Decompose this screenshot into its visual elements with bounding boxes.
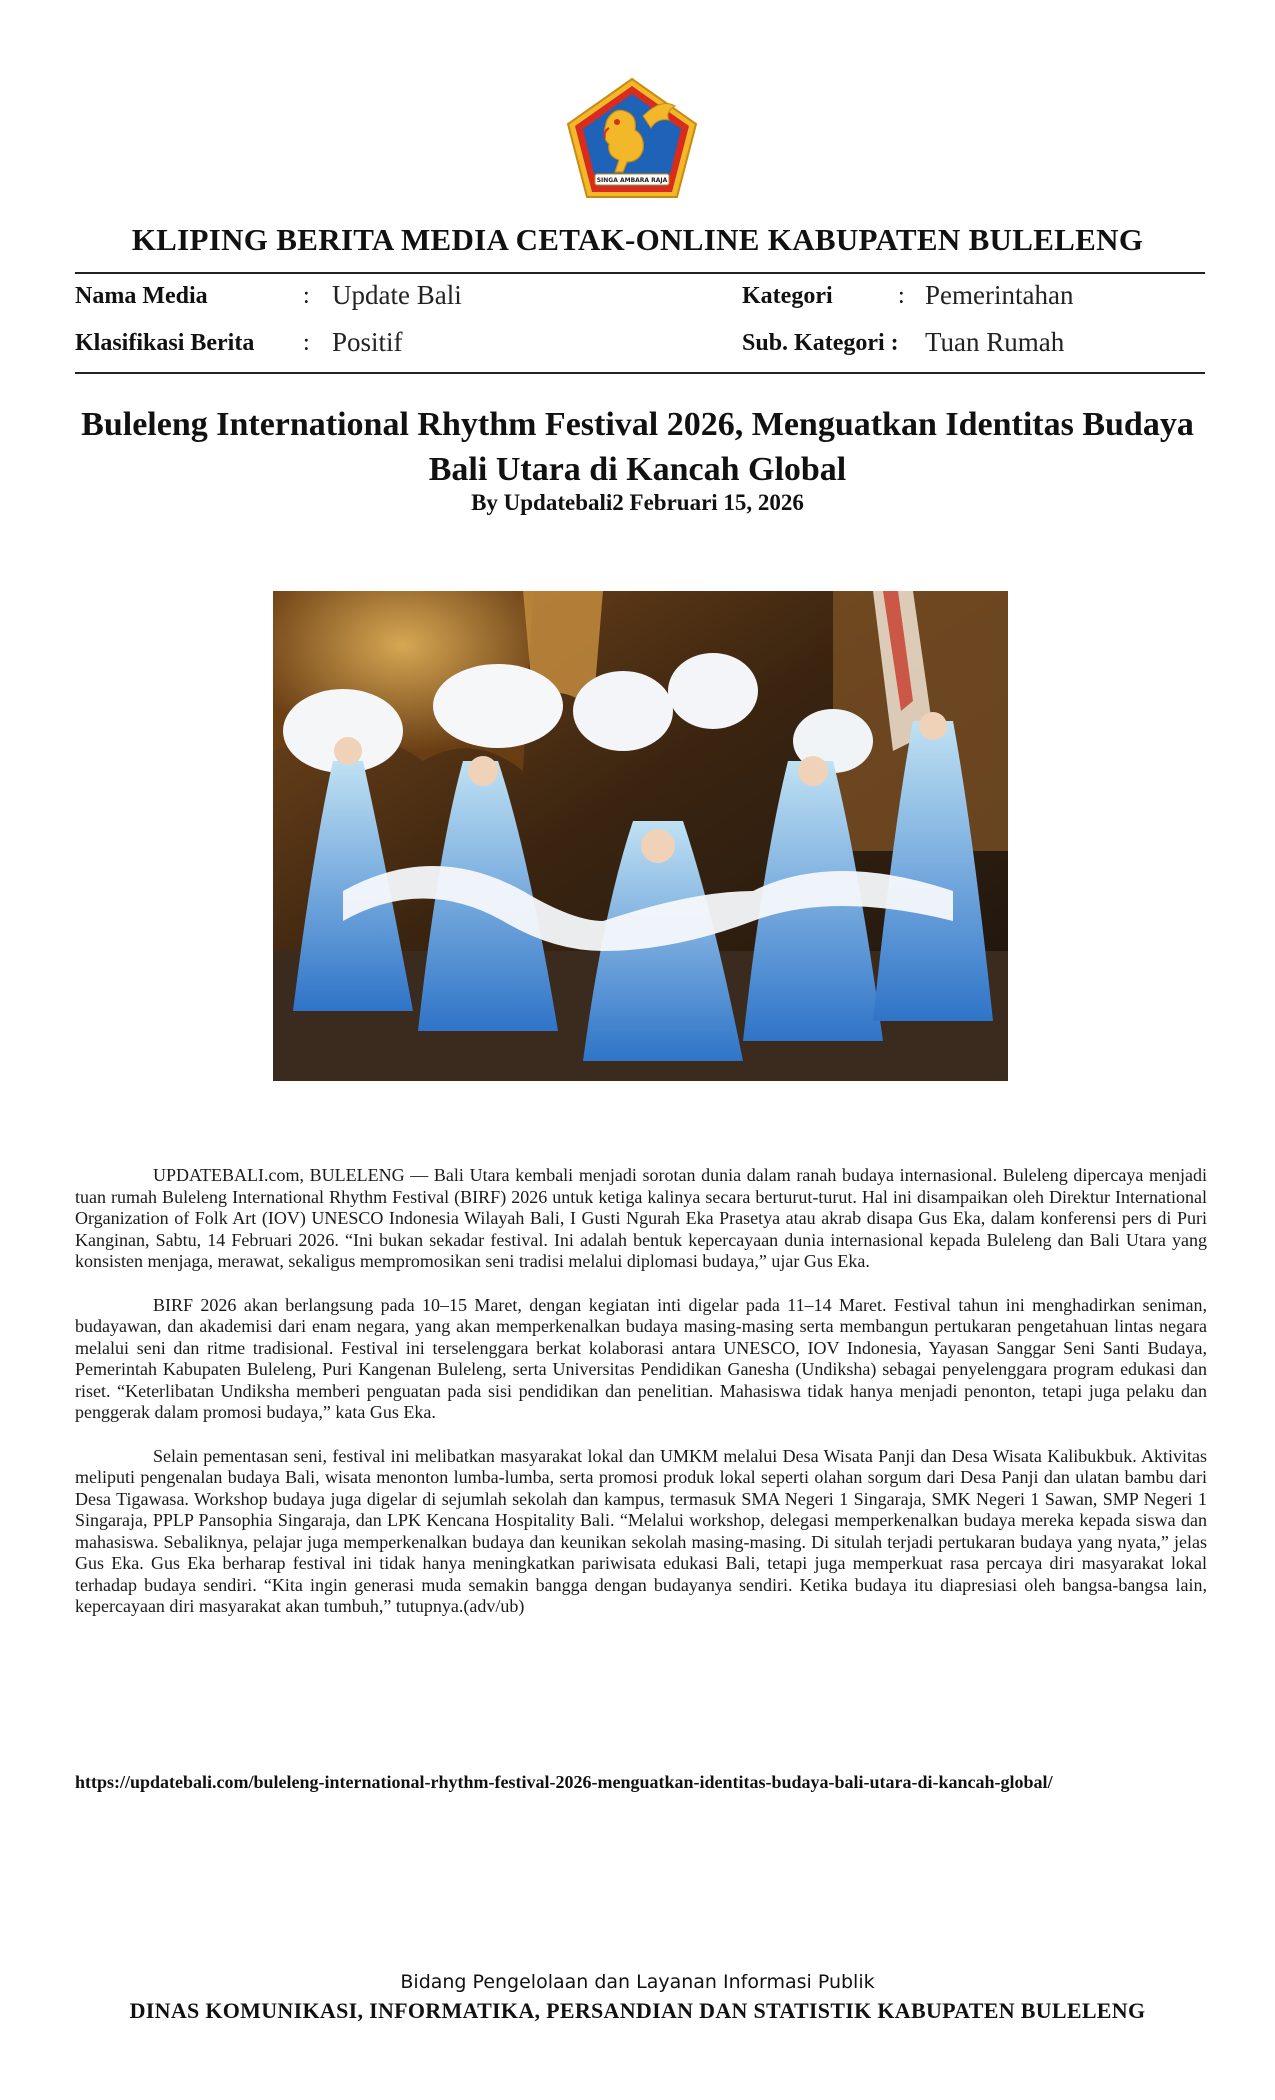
nama-media-value: Update Bali xyxy=(332,280,462,310)
klasifikasi-label: Klasifikasi Berita xyxy=(75,330,255,356)
sub-kategori-value: Tuan Rumah xyxy=(925,327,1065,357)
nama-media-colon: : xyxy=(303,283,310,309)
header-divider-top xyxy=(75,272,1205,274)
nama-media-label: Nama Media xyxy=(75,283,208,309)
klasifikasi-colon: : xyxy=(303,330,310,356)
article-photo xyxy=(273,591,1008,1081)
article-paragraph: UPDATEBALI.com, BULELENG — Bali Utara kembali menjadi sorotan dunia dalam ranah budaya internasional. Buleleng dipercaya menjadi tuan rumah Buleleng International Rhythm Festival (BIRF) 2026 untuk ketiga kalinya secara berturut-turut. Hal ini disampaikan oleh Direktur International Organization of Folk Art (IOV) UNESCO Indonesia Wilayah Bali, I Gusti Ngurah Eka Prasetya atau akrab disapa Gus Eka, dalam konferensi pers di Puri Kanginan, Sabtu, 14 Februari 2026. “Ini bukan sekadar festival. Ini adalah bentuk kepercayaan dunia internasional kepada Buleleng dan Bali Utara yang konsisten menjaga, merawat, sekaligus mempromosikan seni tradisi melalui diplomasi budaya,” ujar Gus Eka. xyxy=(75,1165,1207,1271)
kategori-value: Pemerintahan xyxy=(925,280,1074,310)
logo-banner-text: SINGA AMBARA RAJA xyxy=(596,177,668,184)
klasifikasi-value: Positif xyxy=(332,327,403,357)
source-link[interactable]: https://updatebali.com/buleleng-international-rhythm-festival-2026-menguatkan-identitas-budaya-bali-utara-di-kancah-global/ xyxy=(75,1772,1053,1792)
article-body xyxy=(75,1165,1207,1640)
kategori-label: Kategori xyxy=(742,283,833,309)
sub-kategori-label: Sub. Kategori : xyxy=(742,330,899,356)
article-paragraph: BIRF 2026 akan berlangsung pada 10–15 Maret, dengan kegiatan inti digelar pada 11–14 Maret. Festival tahun ini menghadirkan seniman, budayawan, dan akademisi dari enam negara, yang akan memperkenalkan budaya masing-masing serta membangun pertukaran pengetahuan lintas negara melalui seni dan ritme tradisional. Festival ini terselenggara berkat kolaborasi antara UNESCO, IOV Indonesia, Yayasan Sanggar Seni Santi Budaya, Pemerintah Kabupaten Buleleng, Puri Kangenan Buleleng, serta Universitas Pendidikan Ganesha (Undiksha) sebagai penyelenggara program edukasi dan riset. “Keterlibatan Undiksha memberi penguatan pada sisi pendidikan dan penelitian. Mahasiswa tidak hanya menjadi penonton, tetapi juga pelaku dan penggerak dalam promosi budaya,” kata Gus Eka. xyxy=(75,1294,1207,1422)
fan-dancers-illustration xyxy=(273,591,1008,1081)
header-divider-bottom xyxy=(75,372,1205,374)
lion-emblem-icon xyxy=(565,76,699,200)
article-paragraph: Selain pementasan seni, festival ini melibatkan masyarakat lokal dan UMKM melalui Desa Wisata Panji dan Desa Wisata Kalibukbuk. Aktivitas meliputi pengenalan budaya Bali, wisata menonton lumba-lumba, serta promosi produk lokal seperti olahan sorgum dari Desa Panji dan ulatan bambu dari Desa Tigawasa. Workshop budaya juga digelar di sejumlah sekolah dan kampus, termasuk SMA Negeri 1 Singaraja, SMK Negeri 1 Sawan, SMP Negeri 1 Singaraja, PPLP Pansophia Singaraja, dan LPK Kencana Hospitality Bali. “Melalui workshop, delegasi memperkenalkan budaya mereka kepada siswa dan mahasiswa. Sebaliknya, pelajar juga memperkenalkan budaya dan keunikan sekolah masing-masing. Di situlah terjadi pertukaran budaya yang nyata,” jelas Gus Eka. Gus Eka berharap festival ini tidak hanya meningkatkan pariwisata edukasi Bali, tetapi juga memperkuat rasa percaya diri masyarakat lokal terhadap budaya sendiri. “Kita ingin generasi muda semakin bangga dengan budayanya sendiri. Ketika budaya itu diapresiasi oleh bangsa-bangsa lain, kepercayaan diri masyarakat akan tumbuh,” tutupnya.(adv/ub) xyxy=(75,1445,1207,1616)
regency-logo xyxy=(565,76,699,200)
kategori-colon: : xyxy=(898,283,905,309)
footer-agency: DINAS KOMUNIKASI, INFORMATIKA, PERSANDIAN DAN STATISTIK KABUPATEN BULELENG xyxy=(129,1998,1146,2023)
article-headline: Buleleng International Rhythm Festival 2026, Menguatkan Identitas Budaya Bali Utara di Kancah Global xyxy=(81,406,1194,488)
footer-department: Bidang Pengelolaan dan Layanan Informasi Publik xyxy=(400,1971,875,1993)
page-title: KLIPING BERITA MEDIA CETAK-ONLINE KABUPATEN BULELENG xyxy=(131,222,1144,257)
article-byline: By Updatebali2 Februari 15, 2026 xyxy=(471,490,804,515)
